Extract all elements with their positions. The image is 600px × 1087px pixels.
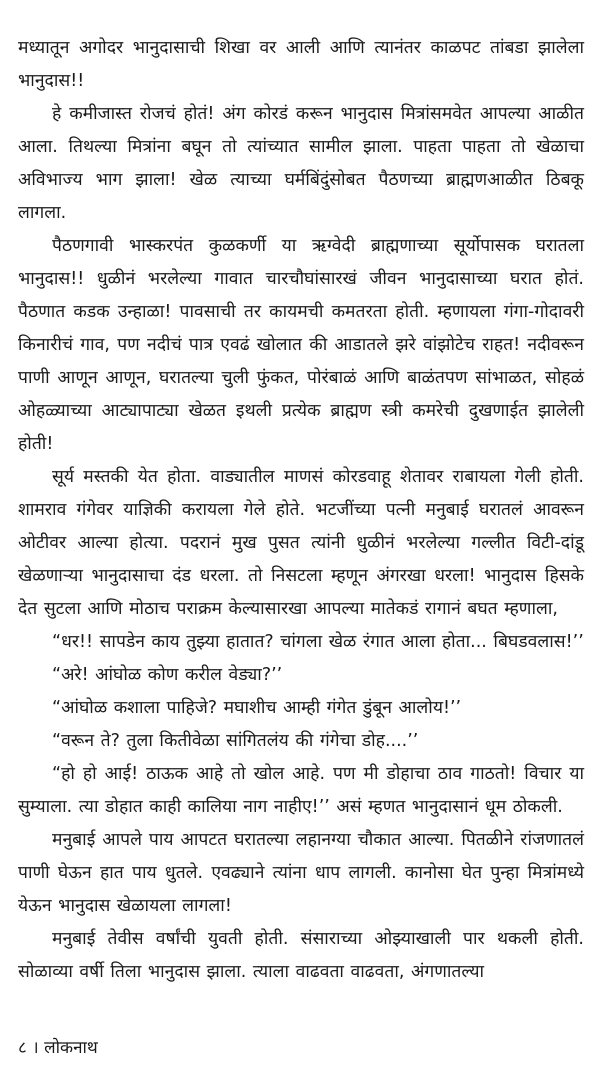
paragraph-1: मध्यातून अगोदर भानुदासाची शिखा वर आली आणि त्यानंतर काळपट तांबडा झालेला भानुदास!! xyxy=(18,38,584,91)
paragraph-3: पैठणगावी भास्करपंत कुळकर्णी या ऋग्वेदी ब्राह्मणाच्या सूर्योपासक घरातला भानुदास!! धुळीनं भरलेल्या गावात चारचौघांसारखं जीवन भानुदासाच्या घरात होतं. पैठणात कडक उन्हाळा! पावसाची तर कायमची कमतरता होती. म्हणायला गंगा-गोदावरी किनारीचं गाव, पण नदीचं पात्र एवढं खोलात की आडातले झरे वांझोटेच राहत! नदीवरून पाणी आणून आणून, घरातल्या चुली फुंकत, पोरंबाळं आणि बाळंतपण सांभाळत, सोहळं ओहळ्याच्या आट्यापाट्या खेळत इथली प्रत्येक ब्राह्मण स्त्री कमरेची दुखणाईत झालेली होती! xyxy=(18,236,584,454)
dialogue-4: “वरून ते? तुला कितीवेळा सांगितलंय की गंगेचा डोह....’’ xyxy=(52,731,419,751)
paragraph-5: मनुबाई आपले पाय आपटत घरातल्या लहानग्या चौकात आल्या. पितळीने रांजणातलं पाणी घेऊन हात पाय धुतले. एवढ्याने त्यांना धाप लागली. कानोसा घेत पुन्हा मित्रांमध्ये येऊन भानुदास खेळायला लागला! xyxy=(18,830,584,916)
paragraph-2: हे कमीजास्त रोजचं होतं! अंग कोरडं करून भानुदास मित्रांसमवेत आपल्या आळीत आला. तिथल्या मित्रांना बघून तो त्यांच्यात सामील झाला. पाहता पाहता तो खेळाचा अविभाज्य भाग झाला! खेळ त्याच्या घर्मबिंदुंसोबत पैठणच्या ब्राह्मणआळीत ठिबकू लागला. xyxy=(18,104,584,223)
dialogue-1: “धर!! सापडेन काय तुझ्या हातात? चांगला खेळ रंगात आला होता... बिघडवलास!’’ xyxy=(52,632,584,652)
dialogue-2: “अरे! आंघोळ कोण करील वेड्या?’’ xyxy=(52,665,283,685)
dialogue-3: “आंघोळ कशाला पाहिजे? मघाशीच आम्ही गंगेत डुंबून आलोय!’’ xyxy=(52,698,462,718)
paragraph-4: सूर्य मस्तकी येत होता. वाड्यातील माणसं कोरडवाहू शेतावर राबायला गेली होती. शामराव गंगेवर याज्ञिकी करायला गेले होते. भटजींच्या पत्नी मनुबाई घरातलं आवरून ओटीवर आल्या होत्या. पदरानं मुख पुसत त्यांनी धुळीनं भरलेल्या गल्लीत विटी-दांडू खेळणाऱ्या भानुदासाचा दंड धरला. तो निसटला म्हणून अंगरखा धरला! भानुदास हिसके देत सुटला आणि मोठाच पराक्रम केल्यासारखा आपल्या मातेकडं रागानं बघत म्हणाला, xyxy=(18,467,584,619)
dialogue-5: “हो हो आई! ठाऊक आहे तो खोल आहे. पण मी डोहाचा ठाव गाठतो! विचार या सुम्याला. त्या डोहात काही कालिया नाग नाहीए!’’ असं म्हणत भानुदासानं धूम ठोकली. xyxy=(18,764,584,817)
page-footer: ८ । लोकनाथ xyxy=(18,1038,98,1058)
paragraph-6: मनुबाई तेवीस वर्षांची युवती होती. संसाराच्या ओझ्याखाली पार थकली होती. सोळाव्या वर्षी तिला भानुदास झाला. त्याला वाढवता वाढवता, अंगणातल्या xyxy=(18,929,584,982)
body-text xyxy=(18,32,584,989)
